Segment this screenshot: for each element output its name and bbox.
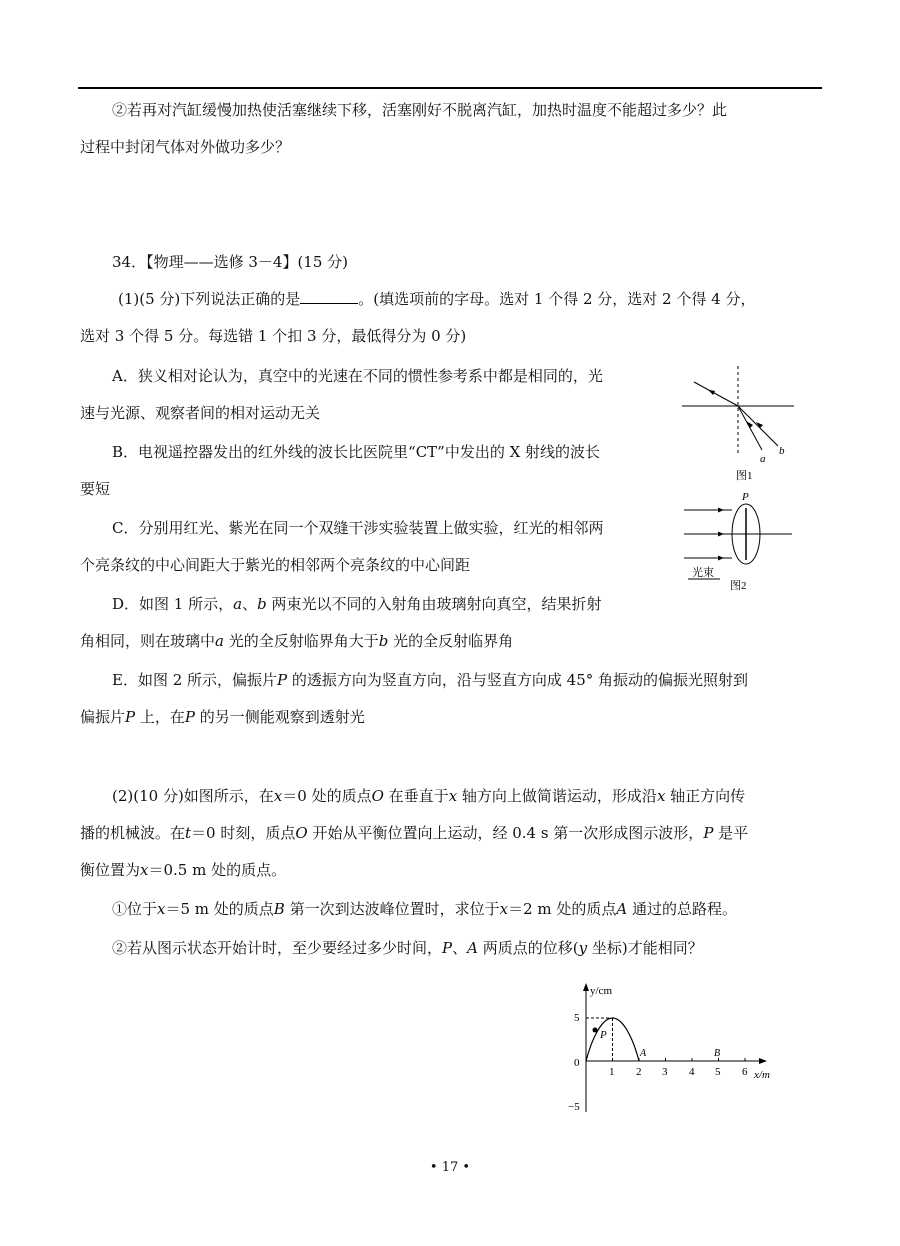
label-point-a: A: [640, 1048, 647, 1059]
x-tick-2: 2: [636, 1066, 642, 1078]
option-b-line2: 要短: [80, 480, 111, 498]
option-d-line1: D．如图 1 所示，a、b 两束光以不同的入射角由玻璃射向真空，结果折射: [112, 595, 602, 613]
x-axis-label: x/m: [754, 1069, 770, 1081]
option-e-line1: E．如图 2 所示，偏振片P 的透振方向为竖直方向，沿与竖直方向成 45° 角振动的偏振光照射到: [112, 671, 749, 689]
label-point-b: B: [714, 1048, 721, 1059]
point-p-dot: [593, 1028, 598, 1033]
option-c-line1: C．分别用红光、紫光在同一个双缝干涉实验装置上做实验，红光的相邻两: [112, 519, 604, 537]
sub-question-2: ②若从图示状态开始计时，至少要经过多少时间，P、A 两质点的位移(y 坐标)才能相同？: [112, 939, 703, 957]
q34-header: 34．【物理——选修 3－4】(15 分): [112, 253, 349, 271]
q34-part2-line1: (2)(10 分)如图所示，在x＝0 处的质点O 在垂直于x 轴方向上做简谐运动，形成沿x 轴正方向传: [112, 787, 746, 805]
x-tick-4: 4: [689, 1066, 695, 1078]
option-b-line1: B．电视遥控器发出的红外线的波长比医院里“CT”中发出的 X 射线的波长: [112, 443, 601, 461]
prev-question-line2: 过程中封闭气体对外做功多少？: [80, 138, 291, 156]
ray-a-arrow: [746, 421, 753, 428]
x-tick-1: 1: [609, 1066, 615, 1078]
option-a-line2: 速与光源、观察者间的相对运动无关: [80, 404, 321, 422]
q34-part2-line2: 播的机械波。在t＝0 时刻，质点O 开始从平衡位置向上运动，经 0.4 s 第一次形成图示波形，P 是平: [80, 824, 749, 842]
top-rule: [78, 87, 822, 89]
option-c-line2: 个亮条纹的中心间距大于紫光的相邻两个亮条纹的中心间距: [80, 556, 471, 574]
answer-blank[interactable]: [300, 289, 358, 304]
y-tick-5: 5: [574, 1012, 580, 1024]
y-tick-0: 0: [574, 1057, 580, 1069]
beam-arrow-top: [718, 508, 724, 513]
y-axis-arrow: [583, 983, 589, 991]
option-d-line2: 角相同，则在玻璃中a 光的全反射临界角大于b 光的全反射临界角: [80, 632, 514, 650]
q34-part1-line1: (1)(5 分)下列说法正确的是 。(填选项前的字母。选对 1 个得 2 分，选对 2 个得 4 分，: [118, 290, 756, 308]
x-axis-arrow: [759, 1058, 767, 1064]
figure-1-refraction: [678, 362, 798, 486]
ray-arrow: [708, 390, 715, 395]
x-tick-3: 3: [662, 1066, 668, 1078]
beam-arrow-middle: [718, 532, 724, 537]
label-point-p: P: [600, 1029, 607, 1041]
label-b: b: [779, 445, 785, 457]
x-tick-5: 5: [715, 1066, 721, 1078]
y-tick-neg5: −5: [568, 1101, 580, 1113]
sub-question-1: ①位于x＝5 m 处的质点B 第一次到达波峰位置时，求位于x＝2 m 处的质点A 通过的总路程。: [112, 900, 738, 918]
figure-2-caption: 图2: [730, 580, 747, 592]
beam-arrow-bottom: [718, 556, 724, 561]
figure-1-caption: 图1: [736, 470, 753, 482]
figure-2-polarizer: [678, 488, 800, 596]
option-a-line1: A．狭义相对论认为，真空中的光速在不同的惯性参考系中都是相同的，光: [112, 367, 603, 385]
ray-b: [738, 406, 778, 446]
label-p: P: [742, 491, 749, 503]
q34-part1-line2: 选对 3 个得 5 分。每选错 1 个扣 3 分，最低得分为 0 分): [80, 327, 467, 345]
y-axis-label: y/cm: [590, 985, 612, 997]
option-e-line2: 偏振片P 上，在P 的另一侧能观察到透射光: [80, 708, 365, 726]
x-tick-6: 6: [742, 1066, 748, 1078]
wave-graph: [560, 978, 780, 1118]
refracted-ray: [694, 382, 738, 406]
label-beam: 光束: [692, 567, 714, 579]
q34-part2-line3: 衡位置为x＝0.5 m 处的质点。: [80, 861, 287, 879]
label-a: a: [760, 453, 766, 465]
page-number: • 17 •: [429, 1160, 471, 1175]
prev-question-line1: ②若再对汽缸缓慢加热使活塞继续下移，活塞刚好不脱离汽缸，加热时温度不能超过多少？此: [112, 101, 728, 119]
